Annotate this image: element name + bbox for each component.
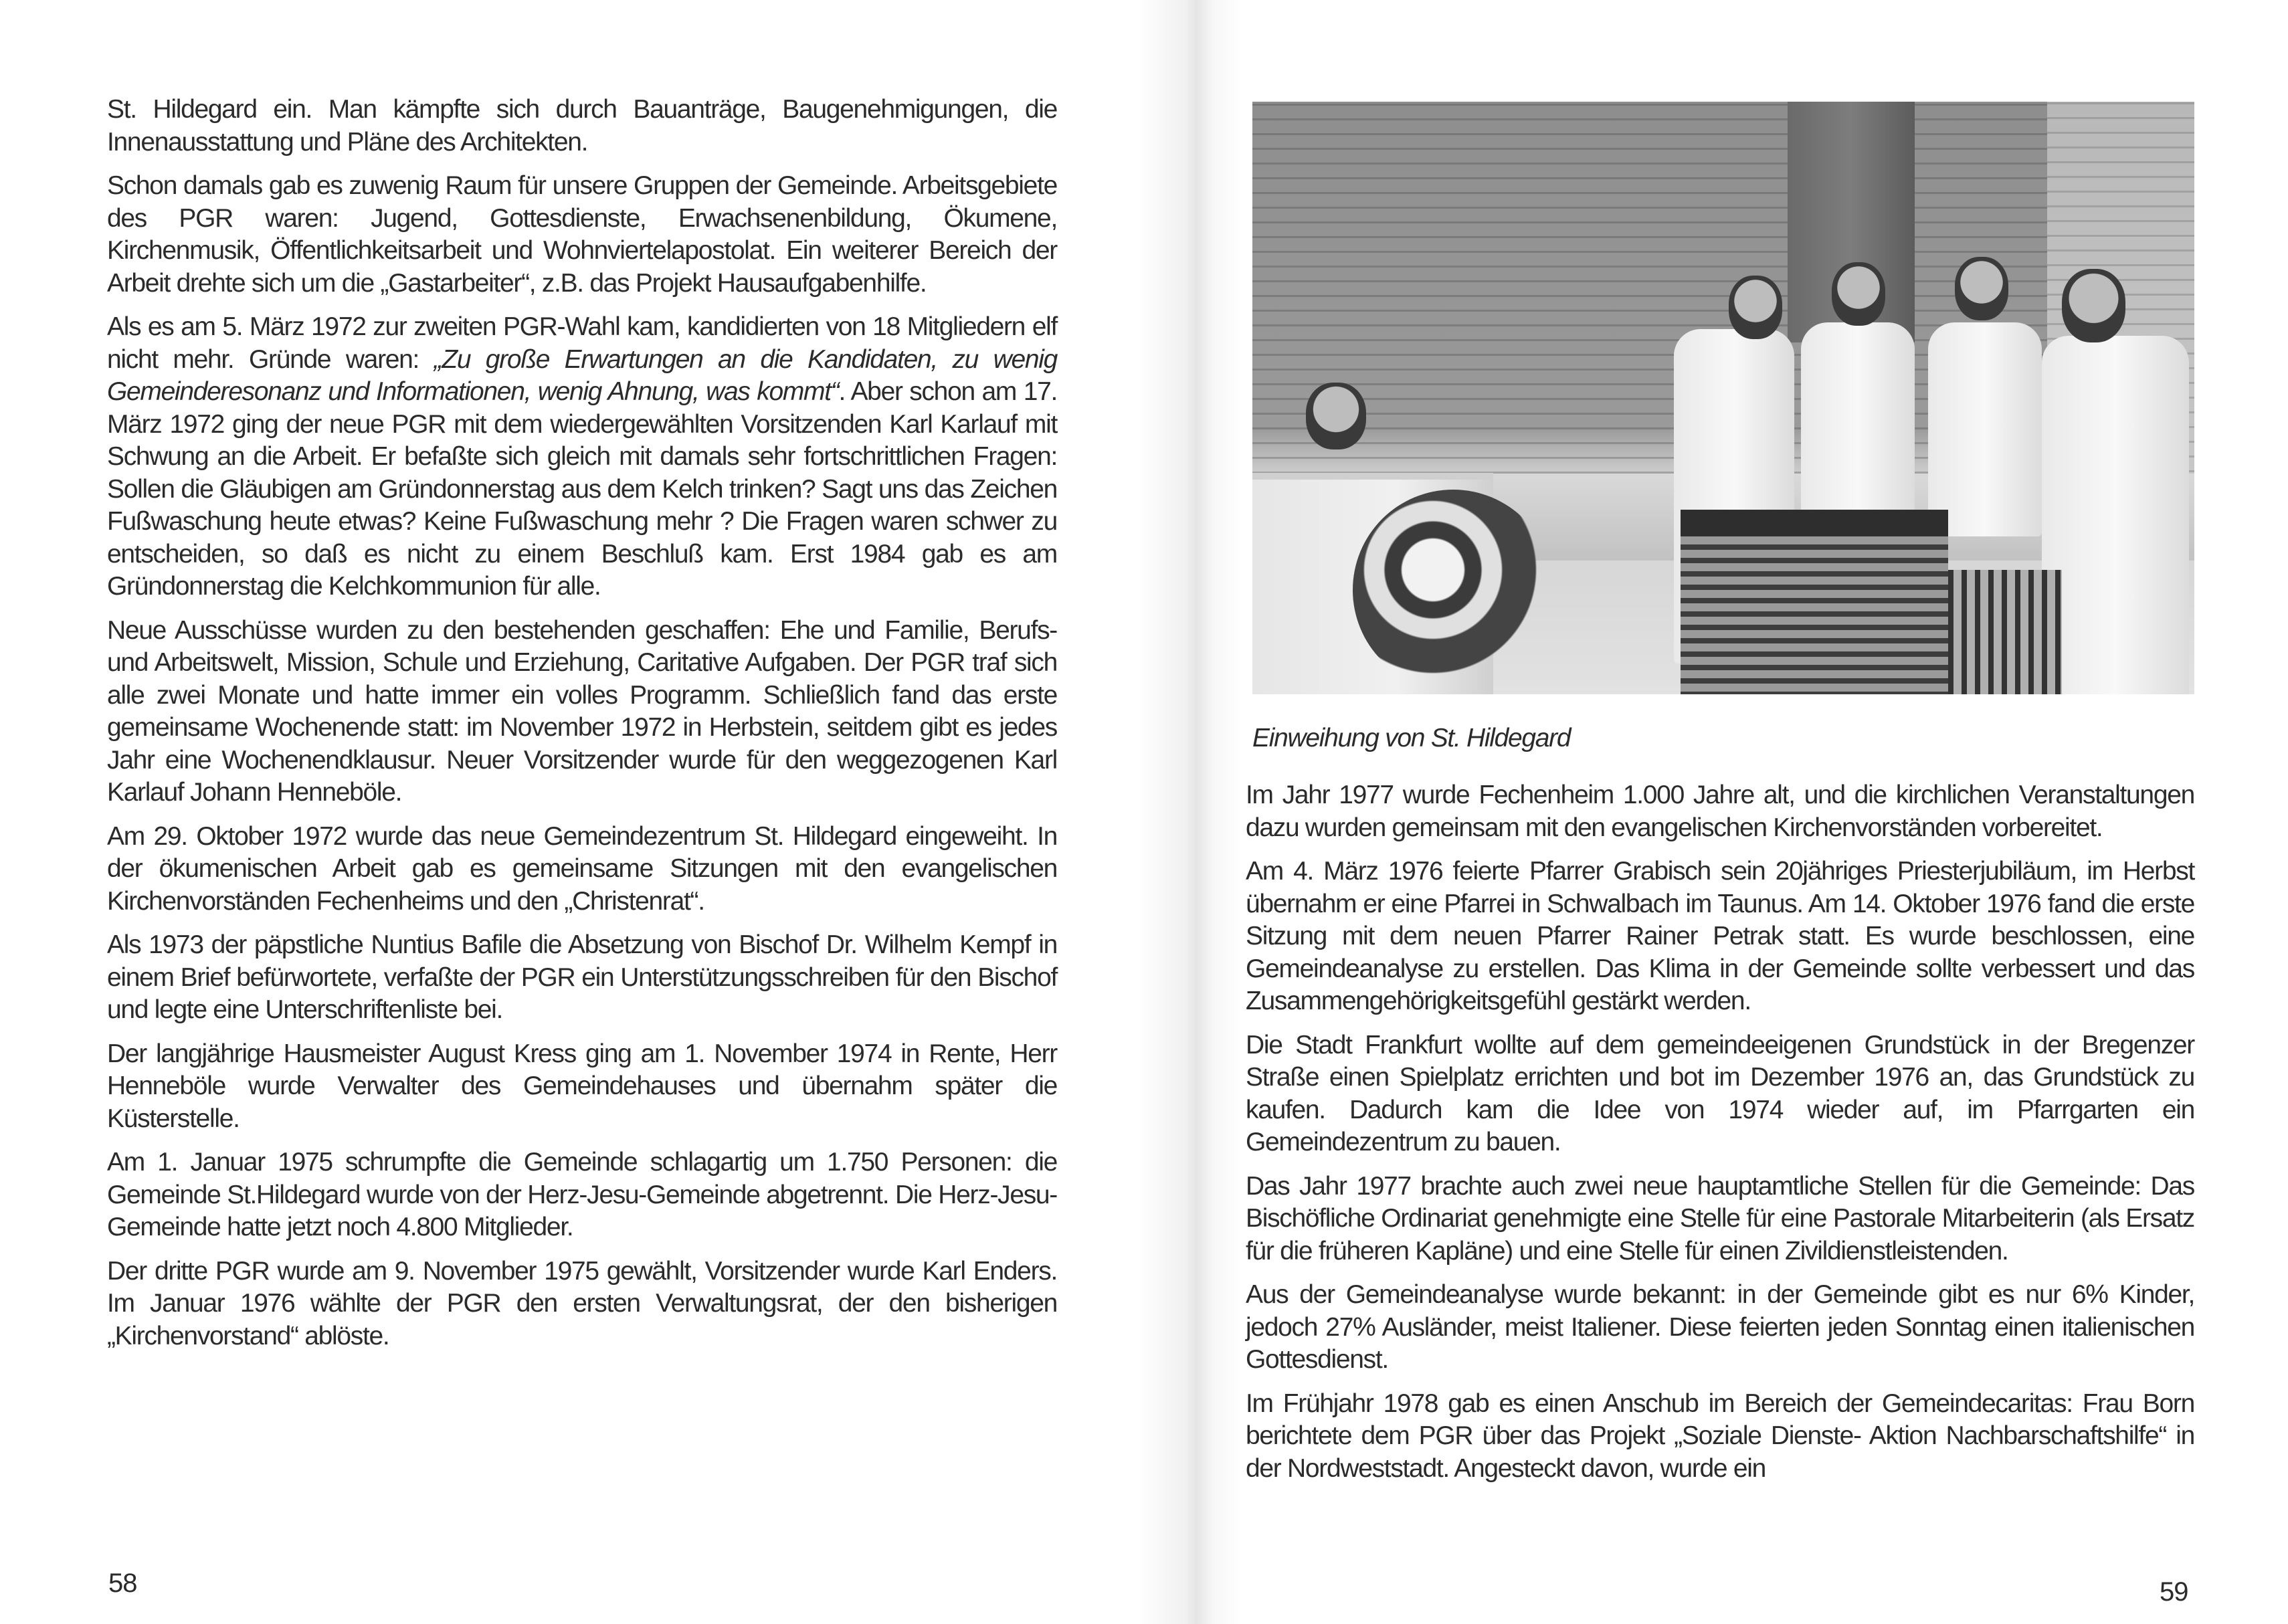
paragraph: Schon damals gab es zuwenig Raum für unsere Gruppen der Gemeinde. Arbeitsgebiete des PGR waren: Jugend, Gottesdienste, Erwachsenenbildung, Ökumene, Kirchenmusik, Öffentlichkeitsarbeit und Wohnviertelapostolat. Ein weiterer Bereich der Arbeit drehte sich um die „Gastarbeiter“, z.B. das Projekt Hausaufgabenhilfe. xyxy=(107,171,1057,298)
church-photo-icon xyxy=(1252,102,2194,694)
paragraph: Der langjährige Hausmeister August Kress ging am 1. November 1974 in Rente, Herr Henneböle wurde Verwalter des Gemeindehauses und übernahm später die Küsterstelle. xyxy=(107,1039,1057,1133)
paragraph: Als 1973 der päpstliche Nuntius Bafile die Absetzung von Bischof Dr. Wilhelm Kempf in einem Brief befürwortete, verfaßte der PGR ein Unterstützungsschreiben für den Bischof und legte eine Unterschriftenliste bei. xyxy=(107,930,1057,1024)
paragraph: Am 1. Januar 1975 schrumpfte die Gemeinde schlagartig um 1.750 Personen: die Gemeinde St.Hildegard wurde von der Herz-Jesu-Gemeinde abgetrennt. Die Herz-Jesu-Gemeinde hatte jetzt noch 4.800 Mitglieder. xyxy=(107,1148,1057,1241)
paragraph: Am 29. Oktober 1972 wurde das neue Gemeindezentrum St. Hildegard eingeweiht. In der ökumenischen Arbeit gab es gemeinsame Sitzungen mit den evangelischen Kirchenvorständen Fechenheims und den „Christenrat“. xyxy=(107,821,1057,916)
page-number-left: 58 xyxy=(108,1568,137,1598)
photo-priest xyxy=(2042,336,2189,694)
paragraph-text: . Aber schon am 17. März 1972 ging der neue PGR mit dem wiedergewählten Vorsitzenden Karl Karlauf mit Schwung an die Arbeit. Er befaßte sich gleich mit damals sehr fortschrittlichen Fragen: Sollen die Gläubigen am Gründonnerstag aus dem Kelch trinken? Sagt uns das Zeichen Fußwaschung heute etwas? Keine Fußwaschung mehr ? Die Fragen waren schwer zu entscheiden, so daß es nicht zu einem Beschluß kam. Erst 1984 gab es am Gründonnerstag die Kelchkommunion für alle. xyxy=(107,377,1058,601)
photo-priest-head xyxy=(2062,269,2125,342)
photo-caption: Einweihung von St. Hildegard xyxy=(1252,724,1571,752)
left-page-text xyxy=(107,94,1057,1364)
photo-flower-arrangement xyxy=(1353,490,1553,690)
paragraph: Am 4. März 1976 feierte Pfarrer Grabisch sein 20jähriges Priesterjubiläum, im Herbst übernahm er eine Pfarrei in Schwalbach im Taunus. Am 14. Oktober 1976 fand die erste Sitzung mit dem neuen Pfarrer Rainer Petrak statt. Es wurde beschlossen, eine Gemeindeanalyse zu erstellen. Das Klima in der Gemeinde sollte verbessert und das Zusammengehörigkeitsgefühl gestärkt werden. xyxy=(1246,857,2194,1015)
quote-italic: „Zu große Erwartungen an die Kandidaten, zu wenig Gemeinderesonanz und Informationen, wenig Ahnung, was kommt“ xyxy=(107,344,1057,406)
photo-priest-head xyxy=(1832,262,1885,326)
paragraph: Im Frühjahr 1978 gab es einen Anschub im Bereich der Gemeindecaritas: Frau Born berichtete dem PGR über das Projekt „Soziale Dienste- Aktion Nachbarschaftshilfe“ in der Nordweststadt. Angesteckt davon, wurde ein xyxy=(1246,1389,2194,1483)
photo-priest-head xyxy=(1955,257,2008,320)
paragraph xyxy=(107,311,1057,603)
book-gutter-shadow xyxy=(1137,0,1244,1624)
paragraph: Der dritte PGR wurde am 9. November 1975 gewählt, Vorsitzender wurde Karl Enders. Im Januar 1976 wählte der PGR den ersten Verwaltungsrat, der den bisherigen „Kirchenvorstand“ ablöste. xyxy=(107,1256,1057,1350)
photo-organist-head xyxy=(1306,383,1366,449)
paragraph-text: Als es am 5. März 1972 zur zweiten PGR-Wahl kam, kandidierten von 18 Mitgliedern elf nicht mehr. Gründe waren: xyxy=(107,312,1057,374)
right-page-text xyxy=(1246,779,2194,1496)
paragraph: Neue Ausschüsse wurden zu den bestehenden geschaffen: Ehe und Familie, Berufs- und Arbeitswelt, Mission, Schule und Erziehung, Caritative Aufgaben. Der PGR traf sich alle zwei Monate und hatte immer ein volles Programm. Schließlich fand das erste gemeinsame Wochenende statt: im November 1972 in Herbstein, seitdem gibt es jedes Jahr eine Wochenendklausur. Neuer Vorsitzender wurde für den weggezogenen Karl Karlauf Johann Henneböle. xyxy=(107,615,1057,807)
page-number-right: 59 xyxy=(2160,1577,2188,1607)
paragraph: Im Jahr 1977 wurde Fechenheim 1.000 Jahre alt, und die kirchlichen Veranstaltungen dazu wurden gemeinsam mit den evangelischen Kirchenvorständen vorbereitet. xyxy=(1246,781,2194,842)
paragraph: Aus der Gemeindeanalyse wurde bekannt: in der Gemeinde gibt es nur 6% Kinder, jedoch 27% Ausländer, meist Italiener. Diese feierten jeden Sonntag einen italienischen Gottesdienst. xyxy=(1246,1280,2194,1374)
paragraph: Die Stadt Frankfurt wollte auf dem gemeindeeigenen Grundstück in der Bregenzer Straße einen Spielplatz errichten und bot im Dezember 1976 an, das Grundstück zu kaufen. Dadurch kam die Idee von 1974 wieder auf, im Pfarrgarten ein Gemeindezentrum zu bauen. xyxy=(1246,1030,2194,1156)
paragraph: Das Jahr 1977 brachte auch zwei neue hauptamtliche Stellen für die Gemeinde: Das Bischöfliche Ordinariat genehmigte eine Stelle für eine Pastorale Mitarbeiterin (als Ersatz für die früheren Kapläne) und eine Stelle für einen Zivildienstleistenden. xyxy=(1246,1171,2194,1265)
photo-ambo xyxy=(1948,570,2062,694)
photo-altar xyxy=(1681,510,1948,694)
photo-priest xyxy=(1801,322,1915,523)
paragraph: St. Hildegard ein. Man kämpfte sich durch Bauanträge, Baugenehmigungen, die Innenausstattung und Pläne des Architekten. xyxy=(107,95,1057,157)
photo-priest xyxy=(1928,322,2042,536)
photo-priest-head xyxy=(1729,276,1782,339)
